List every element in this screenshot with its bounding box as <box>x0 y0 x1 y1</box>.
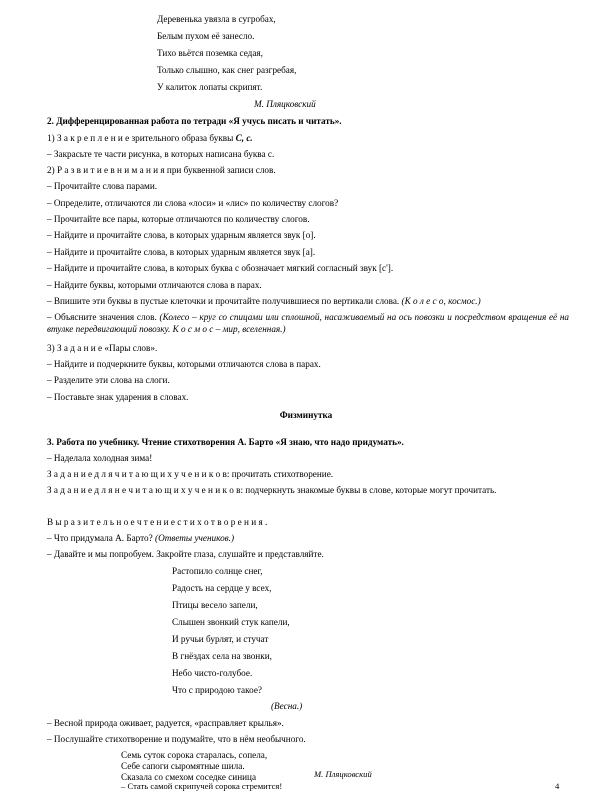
poem2-line-1: Растопило солнце снег, <box>172 566 263 576</box>
task-2-2-text: при буквенной записи слов. <box>164 165 276 175</box>
poem1-line-1: Деревенька увязла в сугробах, <box>157 14 276 24</box>
instruction-5: – Найдите и прочитайте слова, в которых ударным является звук [а]. <box>47 247 316 257</box>
task-2-1-number: 1) <box>47 133 57 143</box>
poem1-line-5: У калиток лопаты скрипят. <box>157 82 263 92</box>
task-2-1-letters: С, с. <box>235 133 253 143</box>
poem2-answer: (Весна.) <box>271 701 303 711</box>
question-barto-answer: (Ответы учеников.) <box>155 533 235 543</box>
instruction-1: – Прочитайте слова парами. <box>47 181 158 191</box>
instruction-8-text: – Впишите эти буквы в пустые клеточки и прочитайте получившиеся по вертикали слова. <box>47 296 402 306</box>
task-2-1 <box>47 132 253 144</box>
instruction-close-eyes: – Давайте и мы попробуем. Закройте глаза, слушайте и представляйте. <box>47 549 324 559</box>
poem3-author: М. Пляцковский <box>314 769 372 779</box>
instruction-7: – Найдите буквы, которыми отличаются слова в парах. <box>47 280 262 290</box>
instruction-u3: – Поставьте знак ударения в словах. <box>47 392 189 402</box>
task-readers <box>47 468 333 480</box>
task-2-2-keyword: Р а з в и т и е в н и м а н и я <box>56 165 165 175</box>
instruction-9-answer: (Колесо – круг со спицами или сплошной, насаживаемый на ось повозки и посредством вращения её на втулке передвигающий повозку. К о с м о с – мир, вселенная.) <box>47 312 569 334</box>
poem3-line-4: – Стать самой скрипучей сорока стремится! <box>121 781 283 791</box>
instruction-8 <box>47 295 481 307</box>
instruction-9 <box>47 311 569 335</box>
poem1-author: М. Пляцковский <box>254 99 316 109</box>
task-2-3-keyword: З а д а н и е <box>56 343 103 353</box>
instruction-u1: – Найдите и подчеркните буквы, которыми отличаются слова в парах. <box>47 359 321 369</box>
instruction-2: – Определите, отличаются ли слова «лоси» и «лис» по количеству слогов? <box>47 198 339 208</box>
poem1-line-2: Белым пухом её занесло. <box>157 31 255 41</box>
poem2-line-7: Небо чисто-голубое. <box>172 668 253 678</box>
section-3-title: 3. Работа по учебнику. Чтение стихотворения А. Барто «Я знаю, что надо придумать». <box>47 437 404 447</box>
task-2-3-number: 3) <box>47 343 57 353</box>
poem3-line-2: Себе сапоги сыромятные шила. <box>121 761 245 771</box>
instruction-8-answer: (К о л е с о, космос.) <box>401 296 481 306</box>
task-2-3-text: «Пары слов». <box>102 343 158 353</box>
poem1-line-4: Только слышно, как снег разгребая, <box>157 65 297 75</box>
section-2-title: 2. Дифференцированная работа по тетради «Я учусь писать и читать». <box>47 116 342 126</box>
task-2-1-text: зрительного образа буквы <box>129 133 236 143</box>
question-barto <box>47 532 234 544</box>
line-spring-nature: – Весной природа оживает, радуется, «расправляет крылья». <box>47 718 284 728</box>
task-2-2 <box>47 164 276 176</box>
task-2-1-keyword: З а к р е п л е н и е <box>56 133 130 143</box>
poem2-line-8: Что с природою такое? <box>172 685 262 695</box>
poem2-line-4: Слышен звонкий стук капели, <box>172 617 290 627</box>
task-nonreaders-text: : подчеркнуть знакомые буквы в слове, которые могут прочитать. <box>240 485 497 495</box>
poem2-line-2: Радость на сердце у всех, <box>172 583 272 593</box>
task-readers-keyword: З а д а н и е д л я ч и т а ю щ и х у ч е н и к о в <box>47 469 227 479</box>
fizminutka-heading: Физминутка <box>279 410 333 420</box>
task-readers-text: : прочитать стихотворение. <box>226 469 334 479</box>
instruction-3: – Прочитайте все пары, которые отличаются по количеству слогов. <box>47 214 310 224</box>
task-nonreaders-keyword: З а д а н и е д л я н е ч и т а ю щ и х у ч е н и к о в <box>47 485 241 495</box>
instruction-6: – Найдите и прочитайте слова, в которых буква с обозначает мягкий согласный звук [с']. <box>47 263 394 273</box>
instruction-4: – Найдите и прочитайте слова, в которых ударным является звук [о]. <box>47 230 316 240</box>
line-listen-poem: – Послушайте стихотворение и подумайте, что в нём необычного. <box>47 734 306 744</box>
poem2-line-6: В гнёздах села на звонки, <box>172 651 272 661</box>
task-nonreaders <box>47 484 569 496</box>
poem2-line-3: Птицы весело запели, <box>172 600 258 610</box>
poem3-line-1: Семь суток сорока старалась, сопела, <box>121 750 268 760</box>
poem1-line-3: Тихо вьётся поземка седая, <box>157 48 263 58</box>
poem2-line-5: И ручьи бурлят, и стучат <box>172 634 269 644</box>
task-2-3 <box>47 342 157 354</box>
page-number: 4 <box>555 781 560 791</box>
instruction-9-text: – Объясните значения слов. <box>47 312 160 322</box>
task-2-2-number: 2) <box>47 165 57 175</box>
instruction-u2: – Разделите эти слова на слоги. <box>47 375 170 385</box>
poem3-line-3: Сказала со смехом соседке синица <box>121 772 257 782</box>
instruction-zakrasite: – Закрасьте те части рисунка, в которых написана буква с. <box>47 149 275 159</box>
line-nadelala: – Наделала холодная зима! <box>47 453 153 463</box>
question-barto-text: – Что придумала А. Барто? <box>47 533 156 543</box>
expressive-reading: В ы р а з и т е л ь н о е ч т е н и е с т и х о т в о р е н и я . <box>47 517 268 527</box>
